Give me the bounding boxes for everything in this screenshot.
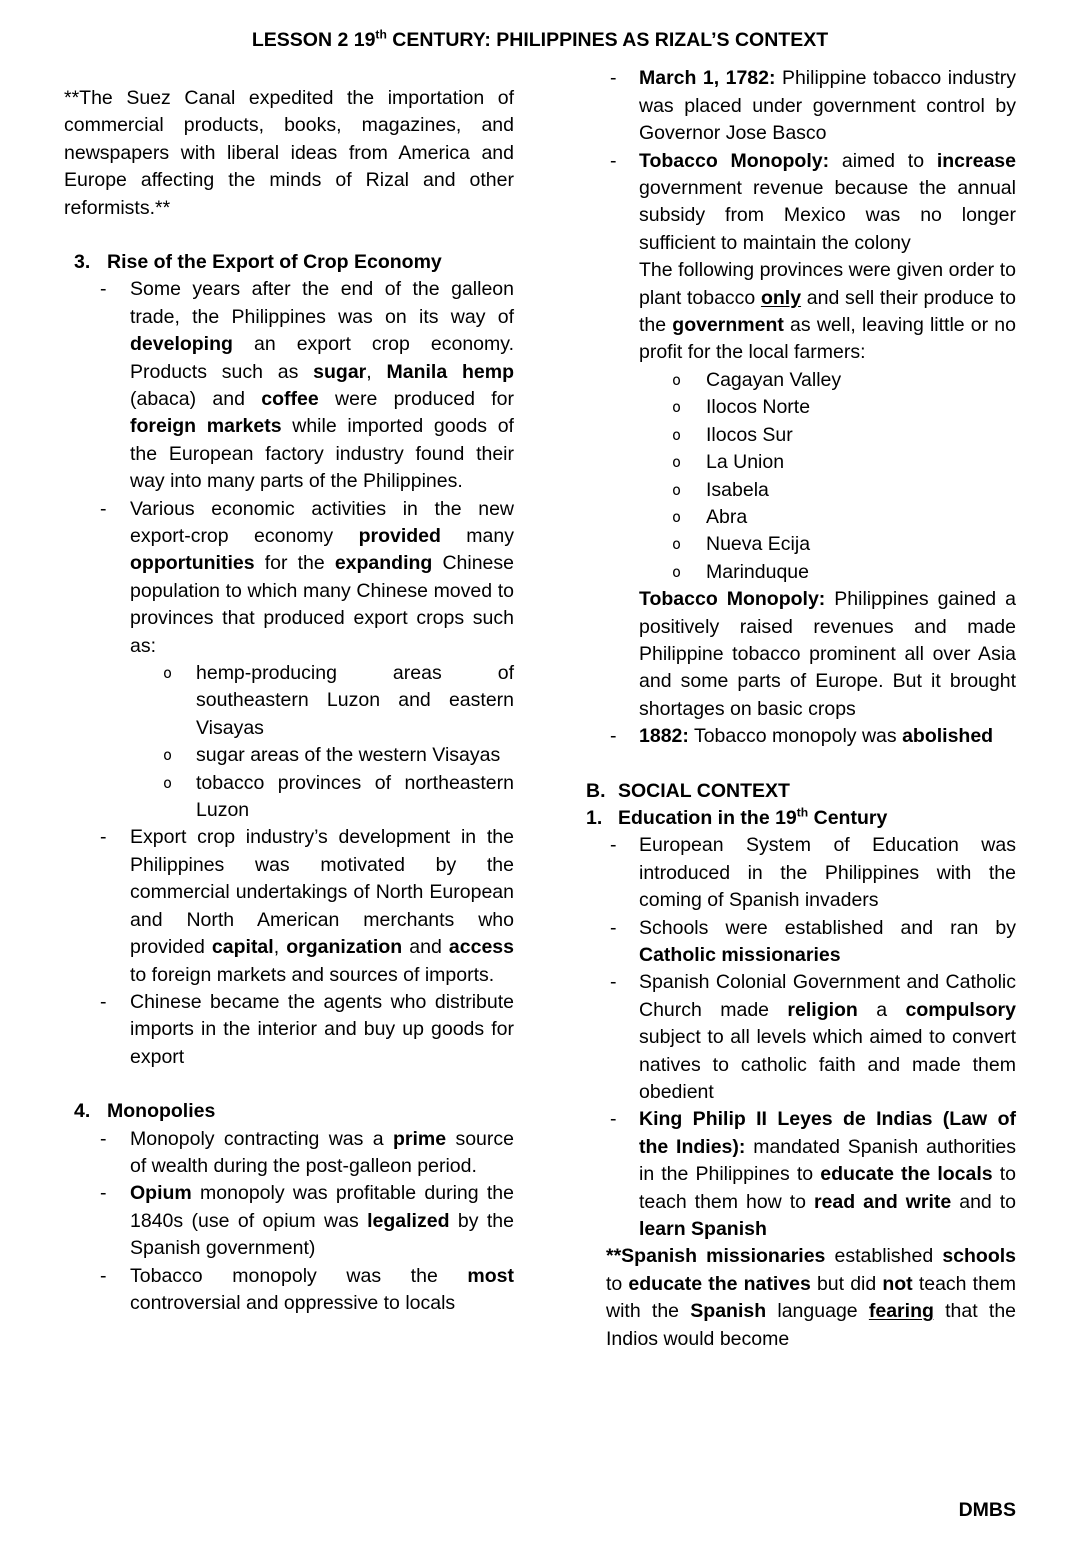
- dash-marker: -: [100, 990, 107, 1013]
- sub-item-province: [586, 422, 1016, 449]
- sub-item-province: [586, 394, 1016, 421]
- list-item-various-activities: [64, 496, 514, 660]
- dash-marker: -: [610, 149, 617, 172]
- circle-marker: o: [163, 746, 173, 765]
- dash-marker: -: [100, 278, 107, 301]
- list-item-religion-compulsory: [586, 969, 1016, 1106]
- list-item-text: Export crop industry’s development in the Philippines was motivated by the commercial undertakings of North European and North American merchants who provided capital, organization and access to foreign markets and sources of imports.: [130, 826, 514, 986]
- circle-marker: o: [672, 562, 682, 581]
- section-1-heading: [586, 805, 1016, 832]
- list-item-text: Chinese became the agents who distribute imports in the interior and buy up goods for export: [130, 990, 514, 1068]
- province-name: Nueva Ecija: [706, 533, 811, 556]
- province-name: Ilocos Norte: [706, 396, 811, 419]
- sub-item-text: hemp-producing areas of southeastern Luzon and eastern Visayas: [196, 662, 514, 739]
- list-item-opium-monopoly: [64, 1180, 514, 1262]
- list-item-export-crop-development: [64, 824, 514, 988]
- dash-marker: -: [100, 1182, 107, 1205]
- circle-marker: o: [163, 664, 173, 683]
- section-3-title: Rise of the Export of Crop Economy: [107, 250, 442, 273]
- suez-canal-paragraph: **The Suez Canal expedited the importation of commercial products, books, magazines, and newspapers with liberal ideas from America and Europe affecting the minds of Rizal and other reformists.**: [64, 86, 514, 219]
- circle-marker: o: [672, 507, 682, 526]
- right-column: [586, 65, 1016, 1353]
- section-b-heading: [586, 778, 1016, 805]
- provinces-intro-paragraph: The following provinces were given order to plant tobacco only and sell their produce to the government as well, leaving little or no profit for the local farmers:: [639, 259, 1016, 364]
- circle-marker: o: [163, 773, 173, 792]
- section-3-number: 3.: [74, 250, 91, 273]
- list-item-king-philip-law: [586, 1106, 1016, 1243]
- list-item-chinese-agents: [64, 989, 514, 1071]
- dash-marker: -: [610, 971, 617, 994]
- circle-marker: o: [672, 425, 682, 444]
- list-item-text: Tobacco monopoly was the most controversial and oppressive to locals: [130, 1264, 514, 1314]
- dash-marker: -: [100, 826, 107, 849]
- sub-item-province: [586, 531, 1016, 558]
- list-item-text: Monopoly contracting was a prime source of wealth during the post-galleon period.: [130, 1127, 514, 1177]
- section-4-heading: [64, 1098, 514, 1125]
- list-item-text: Tobacco Monopoly: aimed to increase government revenue because the annual subsidy from Mexico was no longer sufficient to maintain the colony: [639, 149, 1016, 254]
- dash-marker: -: [610, 67, 617, 90]
- sub-item-province: [586, 477, 1016, 504]
- two-column-layout: [64, 65, 1080, 1353]
- list-item-text: Various economic activities in the new export-crop economy provided many opportunities for the expanding Chinese population to which many Chinese moved to provinces that produced export crops such as:: [130, 497, 514, 657]
- province-name: Abra: [706, 505, 748, 528]
- list-item-text: Spanish Colonial Government and Catholic Church made religion a compulsory subject to all levels which aimed to convert natives to catholic faith and made them obedient: [639, 971, 1016, 1104]
- sub-item-sugar-areas: [64, 742, 514, 769]
- dash-marker: -: [100, 1127, 107, 1150]
- sub-item-text: tobacco provinces of northeastern Luzon: [196, 771, 514, 822]
- section-1-number: 1.: [586, 806, 603, 829]
- dash-marker: -: [610, 916, 617, 939]
- province-name: Ilocos Sur: [706, 423, 793, 446]
- list-item-text: European System of Education was introduced in the Philippines with the coming of Spanish invaders: [639, 834, 1016, 912]
- list-item-text: King Philip II Leyes de Indias (Law of the Indies): mandated Spanish authorities in the Philippines to educate the locals to teach them how to read and write and to learn Spanish: [639, 1108, 1016, 1241]
- sub-item-text: sugar areas of the western Visayas: [196, 744, 501, 767]
- left-column: [64, 65, 514, 1353]
- list-item-text: 1882: Tobacco monopoly was abolished: [639, 725, 994, 748]
- section-3-heading: [64, 249, 514, 276]
- province-name: Marinduque: [706, 560, 809, 583]
- page-title: LESSON 2 19th CENTURY: PHILIPPINES AS RIZAL’S CONTEXT: [251, 27, 829, 51]
- sub-item-province: [586, 449, 1016, 476]
- sub-item-hemp-areas: [64, 660, 514, 742]
- circle-marker: o: [672, 370, 682, 389]
- list-item-1882-abolished: [586, 723, 1016, 750]
- sub-item-province: [586, 559, 1016, 586]
- dash-marker: -: [610, 834, 617, 857]
- section-b-title: SOCIAL CONTEXT: [618, 779, 790, 802]
- list-item-catholic-missionaries: [586, 915, 1016, 970]
- list-item-text: Opium monopoly was profitable during the 1840s (use of opium was legalized by the Spanish government): [130, 1182, 515, 1260]
- dash-marker: -: [610, 725, 617, 748]
- section-1-title: Education in the 19th Century: [618, 805, 888, 829]
- circle-marker: o: [672, 535, 682, 554]
- sub-item-province: [586, 367, 1016, 394]
- dash-marker: -: [100, 497, 107, 520]
- section-4-number: 4.: [74, 1100, 91, 1123]
- dash-marker: -: [610, 1108, 617, 1131]
- list-item-european-system: [586, 832, 1016, 914]
- list-item-march-1782: [586, 65, 1016, 147]
- list-item-some-years: [64, 276, 514, 495]
- list-item-monopoly-contracting: [64, 1126, 514, 1181]
- list-item-tobacco-monopoly-controversial: [64, 1263, 514, 1318]
- section-4-title: Monopolies: [107, 1100, 216, 1123]
- spanish-missionaries-paragraph: **Spanish missionaries established schools to educate the natives but did not teach them with the Spanish language fearing that the Indios would become: [606, 1245, 1017, 1350]
- sub-item-province: [586, 504, 1016, 531]
- dash-marker: -: [100, 1264, 107, 1287]
- list-item-text: March 1, 1782: Philippine tobacco industry was placed under government control by Governor Jose Basco: [639, 67, 1017, 145]
- list-item-text: Schools were established and ran by Catholic missionaries: [639, 916, 1016, 966]
- list-item-tobacco-monopoly-aim: [586, 148, 1016, 258]
- footer-initials: DMBS: [958, 1498, 1016, 1521]
- section-b-letter: B.: [586, 779, 606, 802]
- list-item-text: Some years after the end of the galleon trade, the Philippines was on its way of developing an export crop economy. Products such as sugar, Manila hemp (abaca) and coffee were produced for foreign markets while imported goods of the European factory industry found their way into many parts of the Philippines.: [130, 278, 514, 493]
- tobacco-monopoly-result-paragraph: Tobacco Monopoly: Philippines gained a positively raised revenues and made Philippine tobacco prominent all over Asia and some parts of Europe. But it brought shortages on basic crops: [639, 588, 1016, 720]
- circle-marker: o: [672, 480, 682, 499]
- sub-item-tobacco-provinces: [64, 770, 514, 825]
- circle-marker: o: [672, 453, 682, 472]
- province-name: Isabela: [706, 478, 769, 501]
- province-name: La Union: [706, 451, 785, 474]
- circle-marker: o: [672, 398, 682, 417]
- province-name: Cagayan Valley: [706, 368, 842, 391]
